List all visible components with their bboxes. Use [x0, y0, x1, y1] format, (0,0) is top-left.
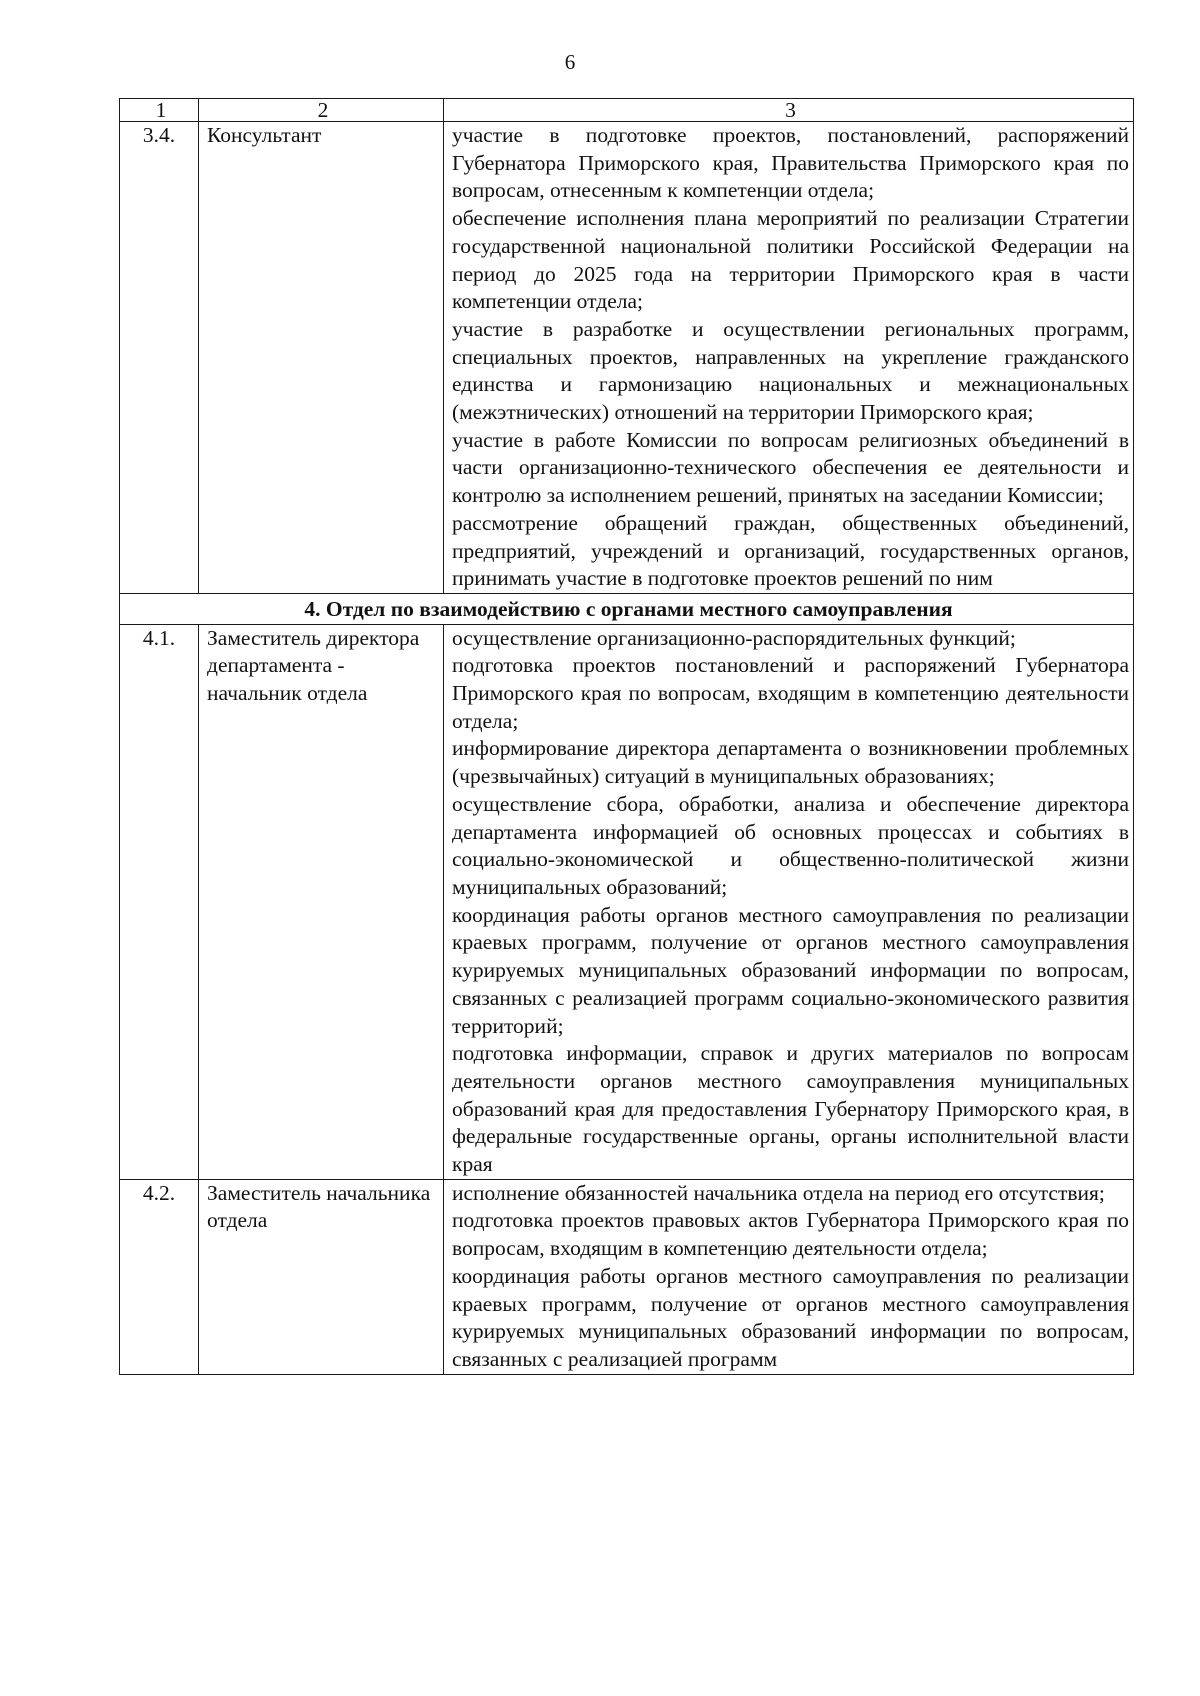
row-number: 4.2.	[120, 1179, 199, 1374]
duty-item: координация работы органов местного самоуправления по реализации краевых программ, получение от органов местного самоуправления курируемых муниципальных образований информации по вопросам, связанных с реализацией программ социально-экономического развития территорий;	[452, 902, 1129, 1038]
duty-item: координация работы органов местного самоуправления по реализации краевых программ, получение от органов местного самоуправления курируемых муниципальных образований информации по вопросам, связанных с реализацией программ	[452, 1263, 1129, 1371]
table-row	[120, 122, 1134, 594]
row-number: 4.1.	[120, 624, 199, 1179]
row-number: 3.4.	[120, 122, 199, 594]
duty-item: подготовка проектов правовых актов Губернатора Приморского края по вопросам, входящим в компетенцию деятельности отдела;	[452, 1208, 1129, 1261]
position-title: Консультант	[199, 122, 444, 594]
duties-cell	[444, 122, 1134, 594]
duty-item: осуществление сбора, обработки, анализа и обеспечение директора департамента информацией об основных процессах и событиях в социально-экономической и общественно-политической жизни муниципальных образований;	[452, 791, 1129, 899]
table-row	[120, 624, 1134, 1179]
duty-item: осуществление организационно-распорядительных функций;	[452, 625, 1016, 650]
duties-cell	[444, 1179, 1134, 1374]
header-col-2: 2	[199, 99, 444, 122]
table-header-row	[120, 99, 1134, 122]
duty-item: обеспечение исполнения плана мероприятий по реализации Стратегии государственной национальной политики Российской Федерации на период до 2025 года на территории Приморского края в части компетенции отдела;	[452, 206, 1129, 314]
duty-item: подготовка информации, справок и других материалов по вопросам деятельности органов местного самоуправления муниципальных образований края для предоставления Губернатору Приморского края, в федеральные государственные органы, органы исполнительной власти края	[452, 1041, 1129, 1177]
duties-cell	[444, 624, 1134, 1179]
table-row	[120, 1179, 1134, 1374]
duty-item: участие в разработке и осуществлении региональных программ, специальных проектов, направленных на укрепление гражданского единства и гармонизацию национальных и межнациональных (межэтнических) отношений на территории Приморского края;	[452, 316, 1129, 425]
duty-item: участие в работе Комиссии по вопросам религиозных объединений в части организационно-технического обеспечения ее деятельности и контролю за исполнением решений, принятых на заседании Комиссии;	[452, 427, 1129, 508]
section-title: 4. Отдел по взаимодействию с органами местного самоуправления	[120, 593, 1134, 624]
duty-item: участие в подготовке проектов, постановлений, распоряжений Губернатора Приморского края, Правительства Приморского края по вопросам, отнесенным к компетенции отдела;	[452, 123, 1129, 203]
page-number: 6	[564, 50, 576, 74]
duty-item: исполнение обязанностей начальника отдела на период его отсутствия;	[452, 1180, 1105, 1205]
duty-item: информирование директора департамента о возникновении проблемных (чрезвычайных) ситуаций в муниципальных образованиях;	[452, 736, 1129, 789]
staff-duties-table	[119, 98, 1134, 1375]
section-4-rows	[120, 624, 1134, 1374]
header-col-1: 1	[120, 99, 199, 122]
duty-item: рассмотрение обращений граждан, общественных объединений, предприятий, учреждений и организаций, государственных органов, принимать участие в подготовке проектов решений по ним	[452, 510, 1129, 591]
position-title: Заместитель начальника отдела	[199, 1179, 444, 1374]
section-heading-row	[120, 593, 1134, 624]
position-title: Заместитель директора департамента - начальник отдела	[199, 624, 444, 1179]
duty-item: подготовка проектов постановлений и распоряжений Губернатора Приморского края по вопросам, входящим в компетенцию деятельности отдела;	[452, 653, 1129, 733]
section-3-rows	[120, 122, 1134, 594]
header-col-3: 3	[444, 99, 1134, 122]
